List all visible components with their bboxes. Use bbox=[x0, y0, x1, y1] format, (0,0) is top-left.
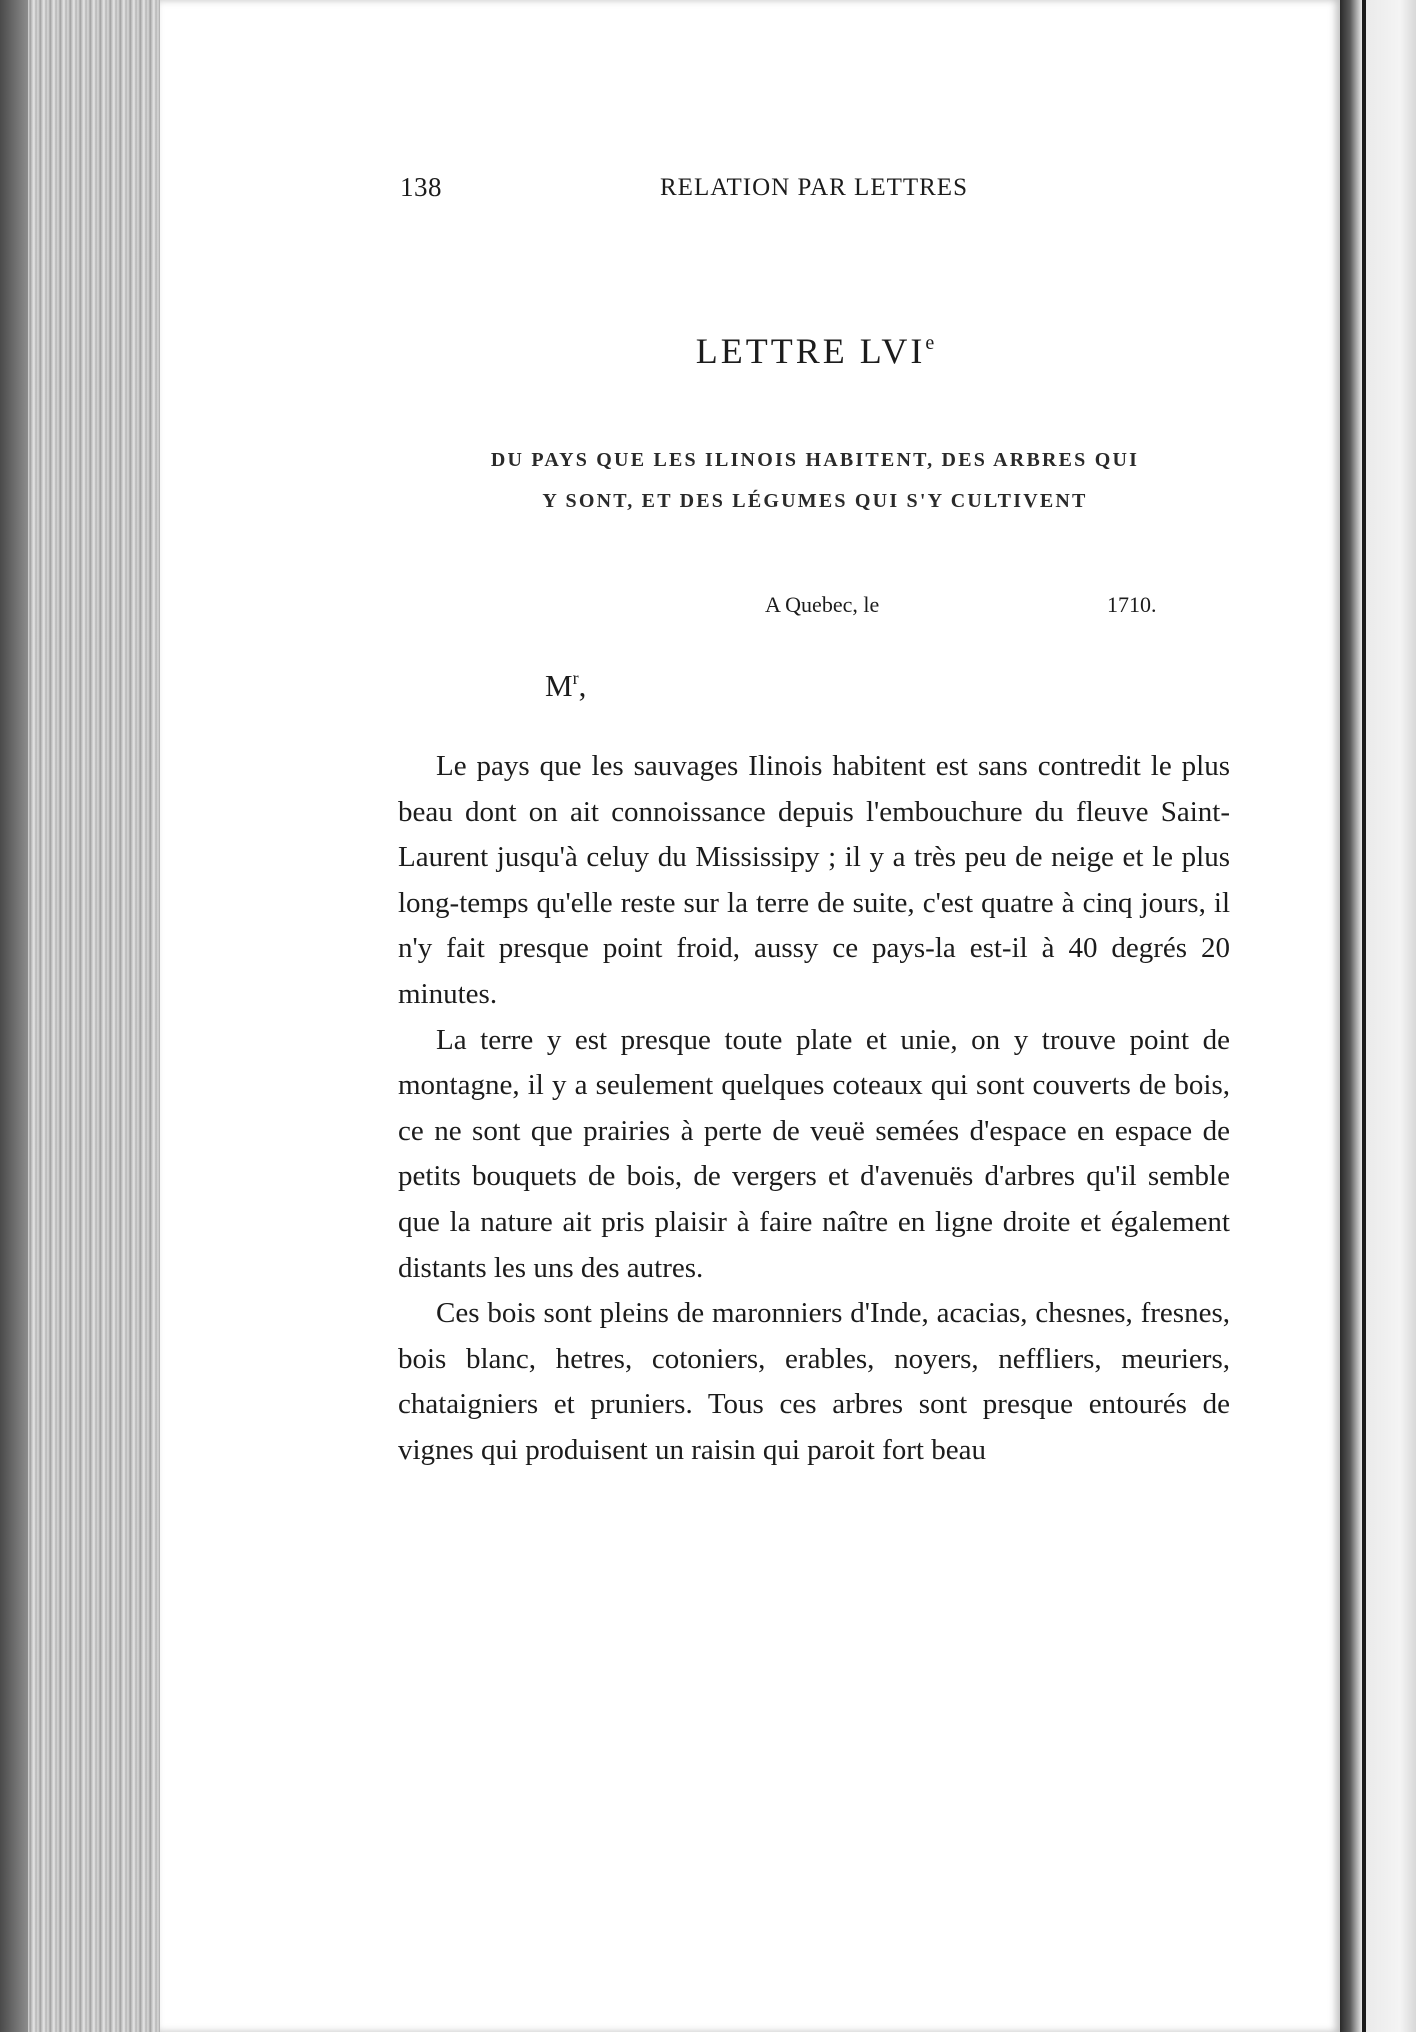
chapter-subtitle bbox=[400, 440, 1230, 522]
salutation bbox=[545, 668, 586, 704]
chapter-subtitle-line: DU PAYS QUE LES ILINOIS HABITENT, DES ARBRES QUI bbox=[490, 449, 1140, 471]
running-head-title: RELATION PAR LETTRES bbox=[660, 174, 968, 201]
letter-body bbox=[398, 744, 1230, 1474]
salutation-superscript: r bbox=[572, 668, 579, 688]
salutation-text: M bbox=[545, 668, 573, 703]
salutation-comma: , bbox=[578, 668, 587, 703]
dateline bbox=[400, 592, 1170, 626]
dateline-year: 1710. bbox=[1107, 592, 1157, 617]
book-gutter-right bbox=[1340, 0, 1416, 2032]
chapter-subtitle-line: Y SONT, ET DES LÉGUMES QUI S'Y CULTIVENT bbox=[542, 490, 1088, 512]
book-page-edges bbox=[0, 0, 160, 2032]
chapter-title-text: LETTRE LVI bbox=[695, 331, 926, 371]
dateline-place: A Quebec, le bbox=[765, 592, 880, 617]
paragraph: La terre y est presque toute plate et unie, on y trouve point de montagne, il y a seulement quelques coteaux qui sont couverts de bois, ce ne sont que prairies à perte de veuë semées d'espace en espace de petits bouquets de bois, de vergers et d'avenuës d'arbres qu'il semble que la nature ait pris plaisir à faire naître en ligne droite et également distants les uns des autres. bbox=[398, 1023, 1230, 1284]
paragraph: Le pays que les sauvages Ilinois habitent est sans contredit le plus beau dont on ait connoissance depuis l'embouchure du fleuve Saint-Laurent jusqu'à celuy du Mississipy ; il y a très peu de neige et le plus long-temps qu'elle reste sur la terre de suite, c'est quatre à cinq jours, il n'y fait presque point froid, aussy ce pays-la est-il à 40 degrés 20 minutes. bbox=[398, 750, 1230, 1010]
running-head bbox=[400, 172, 985, 212]
page-number: 138 bbox=[400, 172, 442, 202]
chapter-title-superscript: e bbox=[925, 332, 935, 354]
chapter-title bbox=[400, 330, 1230, 372]
paragraph: Ces bois sont pleins de maronniers d'Inde, acacias, chesnes, fresnes, bois blanc, hetres, cotoniers, erables, noyers, neffliers, meuriers, chataigniers et pruniers. Tous ces arbres sont presque entourés de vignes qui produisent un raisin qui paroit fort beau bbox=[398, 1297, 1230, 1466]
